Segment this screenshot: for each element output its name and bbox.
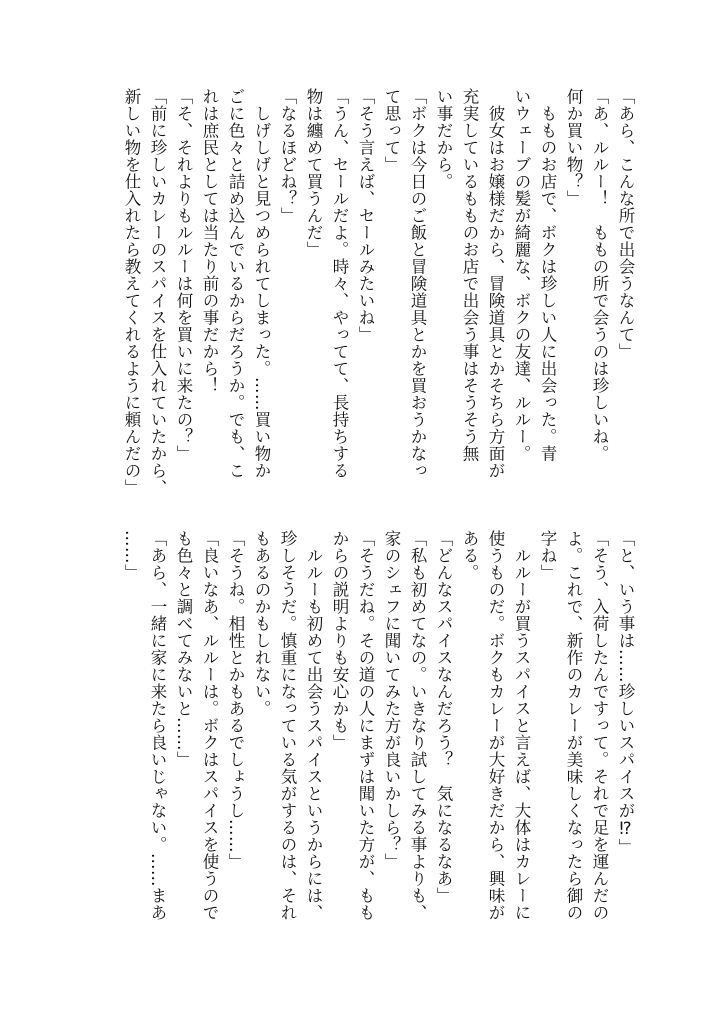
text-line: 何か買い物？」 <box>564 88 583 207</box>
text-line: 彼女はお嬢様だから、冒険道具とかそちら方面が <box>486 88 505 479</box>
text-line: 「なるほどね？」 <box>278 88 297 224</box>
text-line: 「あら、一緒に家に来たら良いじゃない。……まあ <box>148 530 167 921</box>
text-line: しげしげと見つめられてしまった。……買い物か <box>252 88 271 479</box>
text-line: 新しい物を仕入れたら教えてくれるように頼んだの」 <box>122 88 141 496</box>
text-line: ごに色々と詰め込んでいるからだろうか。でも、こ <box>226 88 245 479</box>
text-line: ある。 <box>460 530 479 581</box>
text-line: からの説明よりも安心かも」 <box>330 530 349 751</box>
text-line: もあるのかもしれない。 <box>252 530 271 717</box>
text-line: 「ボクは今日のご飯と冒険道具とかを買おうかなっ <box>408 88 427 479</box>
text-line: いウェーブの髪が綺麗な、ボクの友達、ルルー。 <box>512 88 531 462</box>
text-line: 「と、いう事は……珍しいスパイスが⁉」 <box>616 530 635 856</box>
text-line: 物は纏めて買うんだ」 <box>304 88 323 258</box>
text-line: 「うん、セールだよ。時々、やってて、長持ちする <box>330 88 349 479</box>
text-line: ルルーが買うスパイスと言えば、大体はカレーに <box>512 530 531 921</box>
text-line: 珍しそうだ。慎重になっている気がするのは、それ <box>278 530 297 921</box>
text-line: 「あら、こんな所で出会うなんて」 <box>616 88 635 360</box>
text-line: 字ね」 <box>538 530 557 581</box>
text-line: 「そうね。相性とかもあるでしょうし……」 <box>226 530 245 870</box>
text-line: 「あ、ルルー！ ももの所で会うのは珍しいね。 <box>590 88 609 462</box>
text-block-bottom <box>118 530 638 960</box>
text-line: よ。これで、新作のカレーが美味しくなったら御の <box>564 530 583 921</box>
text-line: 家のシェフに聞いてみた方が良いかしら？」 <box>382 530 401 870</box>
text-line: 「私も初めてなの。いきなり試してみる事よりも、 <box>408 530 427 921</box>
text-line: 使うものだ。ボクもカレーが大好きだから、興味が <box>486 530 505 921</box>
text-line: も色々と調べてみないと……」 <box>174 530 193 768</box>
text-line: もものお店で、ボクは珍しい人に出会った。青 <box>538 88 557 462</box>
text-line: 「そう、入荷したんですって。それで足を運んだの <box>590 530 609 921</box>
text-line: ……」 <box>122 530 141 581</box>
text-line: 充実しているもものお店で出会う事はそうそう無 <box>460 88 479 462</box>
text-line: 「どんなスパイスなんだろう？ 気になるなあ」 <box>434 530 453 904</box>
text-line: て思って」 <box>382 88 401 173</box>
text-line: い事だから。 <box>434 88 453 190</box>
text-line: 「前に珍しいカレーのスパイスを仕入れていたから、 <box>148 88 167 496</box>
text-block-top <box>118 88 638 508</box>
text-line: ルルーも初めて出会うスパイスというからには、 <box>304 530 323 921</box>
text-line: 「そう言えば、セールみたいね」 <box>356 88 375 343</box>
text-line: れは庶民としては当たり前の事だから！ <box>200 88 219 394</box>
text-line: 「そ、それよりもルルーは何を買いに来たの？」 <box>174 88 193 462</box>
text-line: 「良いなあ、ルルーは。ボクはスパイスを使うので <box>200 530 219 921</box>
text-line: 「そうだね。その道の人にまずは聞いた方が、もも <box>356 530 375 921</box>
